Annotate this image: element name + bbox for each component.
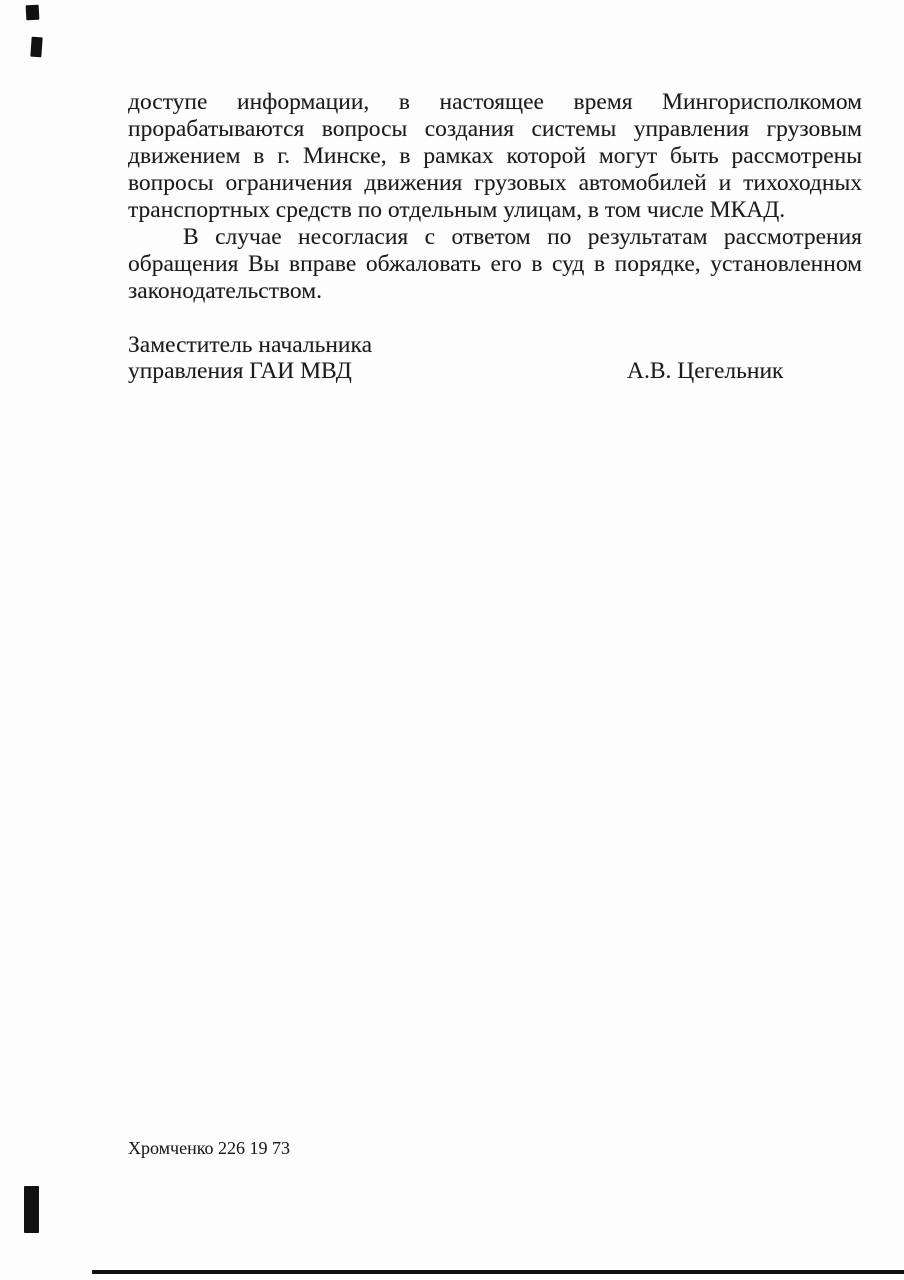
paragraph-appeal-rights [128,224,862,305]
signature-row [128,358,862,384]
scan-mark-top-left-2-icon [30,37,42,58]
signer-title-line1: Заместитель начальника [128,332,372,358]
signer-name: А.В. Цегельник [627,358,784,384]
text-line: транспортных средств по отдельным улицам, в том числе МКАД. [128,197,786,223]
scan-line-bottom-edge-icon [92,1270,904,1274]
executor-contact: Хромченко 226 19 73 [128,1138,291,1158]
signature-block [128,332,862,384]
text-line: законодательством. [128,278,322,304]
paragraph-continuation [128,89,862,224]
text-line: движением в г. Минске, в рамках которой могут быть рассмотрены [128,143,862,169]
text-line: вопросы ограничения движения грузовых автомобилей и тихоходных [128,170,862,196]
text-line: доступе информации, в настоящее время Мингорисполкомом [128,89,862,115]
letter-body [128,89,862,305]
text-line: прорабатываются вопросы создания системы управления грузовым [128,116,862,142]
text-line: обращения Вы вправе обжаловать его в суд в порядке, установленном [128,251,862,277]
scan-mark-top-left-1-icon [26,5,40,21]
scan-bar-bottom-left-icon [24,1186,39,1233]
text-line: В случае несогласия с ответом по результатам рассмотрения [183,224,862,250]
signer-title-line2: управления ГАИ МВД [128,358,352,384]
